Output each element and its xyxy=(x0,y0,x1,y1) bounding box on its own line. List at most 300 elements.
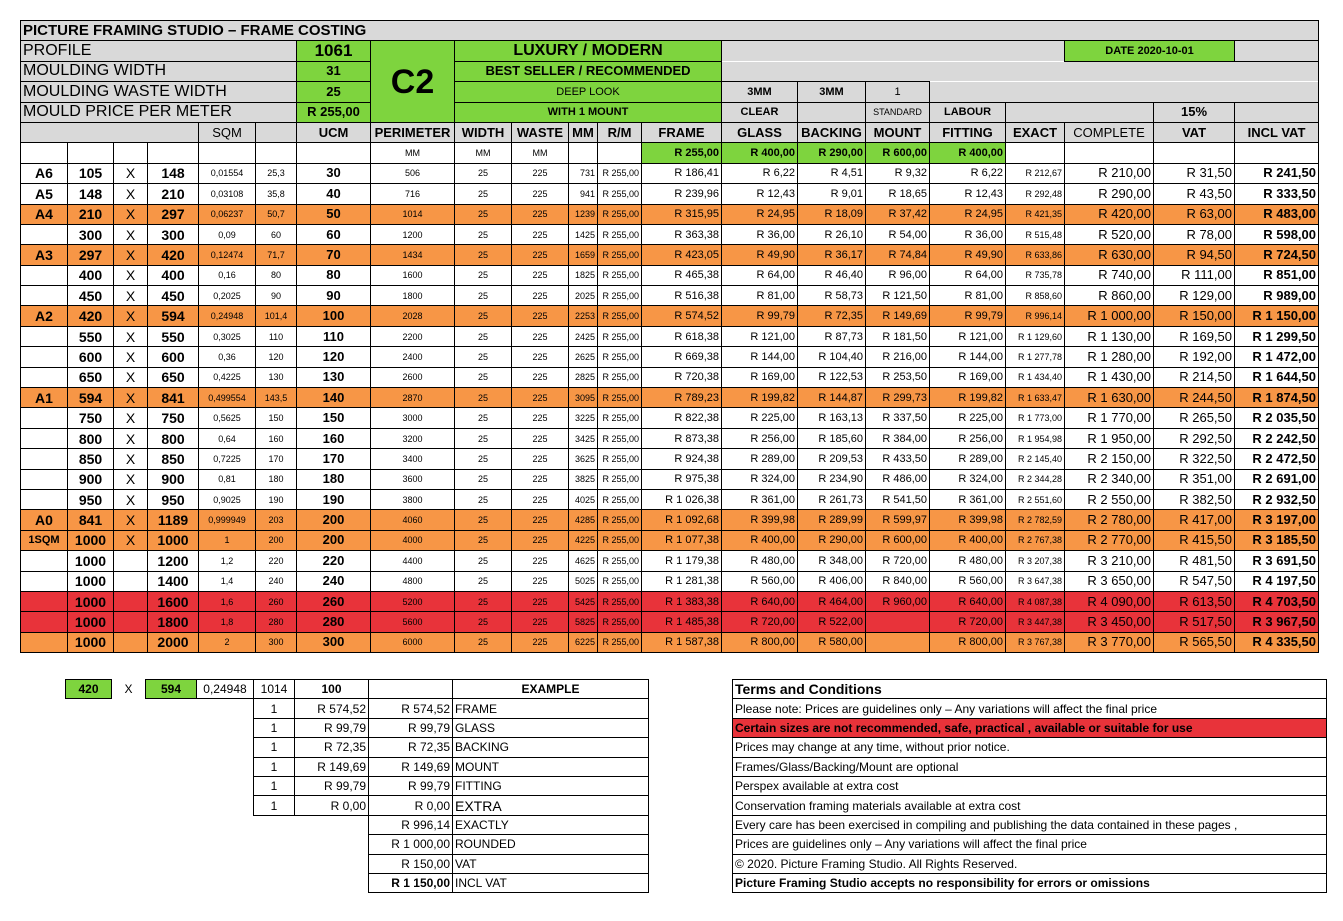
cell-ucm: 190 xyxy=(297,489,371,509)
cell-w: 600 xyxy=(68,347,114,367)
cell-vat: R 63,00 xyxy=(1154,204,1235,224)
cell-frame: R 975,38 xyxy=(642,469,722,489)
cell-frame: R 720,38 xyxy=(642,367,722,387)
cell-s: A6 xyxy=(21,163,68,183)
cell-back: R 289,99 xyxy=(798,510,866,530)
cell-frame: R 1 092,68 xyxy=(642,510,722,530)
cell-sqm: 1 xyxy=(199,530,256,550)
cell-mm: 4625 xyxy=(569,551,598,571)
cell-was: 225 xyxy=(512,551,569,571)
cell-vat: R 417,00 xyxy=(1154,510,1235,530)
cell-was: 225 xyxy=(512,632,569,652)
cell-h: 1189 xyxy=(148,510,199,530)
cell-w: 300 xyxy=(68,224,114,244)
cell-incl: R 2 691,00 xyxy=(1235,469,1319,489)
cell-per: 1600 xyxy=(371,265,455,285)
example-total-label: INCL VAT xyxy=(453,873,649,892)
unit-backing: R 290,00 xyxy=(798,143,866,163)
cell-w: 1000 xyxy=(68,530,114,550)
cell-comp: R 290,00 xyxy=(1065,184,1154,204)
cell-frame: R 1 077,38 xyxy=(642,530,722,550)
cell-w: 841 xyxy=(68,510,114,530)
cell-s xyxy=(21,367,68,387)
table-row xyxy=(21,591,1319,611)
cell-mm: 5425 xyxy=(569,591,598,611)
cell-f: 220 xyxy=(256,551,297,571)
cell-frame: R 1 281,38 xyxy=(642,571,722,591)
cell-fit: R 800,00 xyxy=(930,632,1006,652)
example-total-label: VAT xyxy=(453,854,649,873)
waste-width-value[interactable]: 25 xyxy=(297,82,371,102)
cell-f: 200 xyxy=(256,530,297,550)
cell-f: 120 xyxy=(256,347,297,367)
cell-mount: R 599,97 xyxy=(866,510,930,530)
cell-per: 2600 xyxy=(371,367,455,387)
cell-x: X xyxy=(114,489,148,509)
cell-f: 80 xyxy=(256,265,297,285)
cell-back: R 144,87 xyxy=(798,388,866,408)
cell-incl: R 1 644,50 xyxy=(1235,367,1319,387)
cell-exact: R 735,78 xyxy=(1006,265,1065,285)
cell-sqm: 0,12474 xyxy=(199,245,256,265)
clear-label: CLEAR xyxy=(722,102,798,122)
profile-value[interactable]: 1061 xyxy=(297,41,371,61)
cell-comp: R 630,00 xyxy=(1065,245,1154,265)
cell-ucm: 80 xyxy=(297,265,371,285)
table-row xyxy=(21,428,1319,448)
cell-mount: R 600,00 xyxy=(866,530,930,550)
cell-frame: R 669,38 xyxy=(642,347,722,367)
cell-fit: R 6,22 xyxy=(930,163,1006,183)
cell-sqm: 0,5625 xyxy=(199,408,256,428)
cell-ucm: 120 xyxy=(297,347,371,367)
cell-x: X xyxy=(114,388,148,408)
cell-per: 2400 xyxy=(371,347,455,367)
cell-back: R 185,60 xyxy=(798,428,866,448)
cell-f: 180 xyxy=(256,469,297,489)
cell-was: 225 xyxy=(512,347,569,367)
cell-per: 4400 xyxy=(371,551,455,571)
cell-f: 260 xyxy=(256,591,297,611)
cell-s xyxy=(21,632,68,652)
cell-comp: R 1 770,00 xyxy=(1065,408,1154,428)
cell-fit: R 560,00 xyxy=(930,571,1006,591)
cell-was: 225 xyxy=(512,367,569,387)
cell-fit: R 640,00 xyxy=(930,591,1006,611)
col-width: WIDTH xyxy=(455,122,512,142)
example-label: GLASS xyxy=(453,718,649,737)
cell-w: 750 xyxy=(68,408,114,428)
cell-x: X xyxy=(114,265,148,285)
cell-rm: R 255,00 xyxy=(598,449,642,469)
cell-mount: R 541,50 xyxy=(866,489,930,509)
cell-incl: R 598,00 xyxy=(1235,224,1319,244)
cell-ucm: 220 xyxy=(297,551,371,571)
cell-f: 143,5 xyxy=(256,388,297,408)
example-qty[interactable]: 1 xyxy=(254,757,295,776)
cell-incl: R 4 703,50 xyxy=(1235,591,1319,611)
cell-w: 105 xyxy=(68,163,114,183)
unit-width: MM xyxy=(455,143,512,163)
cell-fit: R 49,90 xyxy=(930,245,1006,265)
cell-h: 300 xyxy=(148,224,199,244)
table-row xyxy=(21,489,1319,509)
cell-w: 148 xyxy=(68,184,114,204)
cell-exact: R 421,35 xyxy=(1006,204,1065,224)
cell-was: 225 xyxy=(512,388,569,408)
cell-frame: R 574,52 xyxy=(642,306,722,326)
cell-vat: R 292,50 xyxy=(1154,428,1235,448)
cell-rm: R 255,00 xyxy=(598,571,642,591)
example-qty[interactable]: 1 xyxy=(254,738,295,757)
cell-h: 750 xyxy=(148,408,199,428)
cell-rm: R 255,00 xyxy=(598,510,642,530)
frame-costing-table xyxy=(20,20,1319,653)
terms-item: Picture Framing Studio accepts no responsibility for errors or omissions xyxy=(733,873,1327,892)
glass-mm: 3MM xyxy=(722,82,798,102)
cell-mm: 3825 xyxy=(569,469,598,489)
cell-glass: R 24,95 xyxy=(722,204,798,224)
cell-exact: R 1 954,98 xyxy=(1006,428,1065,448)
example-width[interactable]: 420 xyxy=(66,680,112,699)
cell-was: 225 xyxy=(512,530,569,550)
cell-f: 101,4 xyxy=(256,306,297,326)
cell-was: 225 xyxy=(512,571,569,591)
cell-incl: R 3 967,50 xyxy=(1235,612,1319,632)
example-height[interactable]: 594 xyxy=(146,680,197,699)
table-row xyxy=(21,571,1319,591)
cell-wid: 25 xyxy=(455,428,512,448)
cell-rm: R 255,00 xyxy=(598,591,642,611)
table-row xyxy=(21,306,1319,326)
cell-h: 600 xyxy=(148,347,199,367)
cell-fit: R 64,00 xyxy=(930,265,1006,285)
cell-f: 300 xyxy=(256,632,297,652)
cell-s xyxy=(21,591,68,611)
example-amount: R 149,69 xyxy=(369,757,453,776)
example-qty[interactable]: 1 xyxy=(254,699,295,718)
cell-wid: 25 xyxy=(455,591,512,611)
cell-exact: R 1 277,78 xyxy=(1006,347,1065,367)
cell-frame: R 789,23 xyxy=(642,388,722,408)
cell-h: 400 xyxy=(148,265,199,285)
cell-s xyxy=(21,286,68,306)
cell-vat: R 322,50 xyxy=(1154,449,1235,469)
cell-h: 2000 xyxy=(148,632,199,652)
cell-h: 420 xyxy=(148,245,199,265)
cell-wid: 25 xyxy=(455,612,512,632)
cell-f: 160 xyxy=(256,428,297,448)
cell-incl: R 2 932,50 xyxy=(1235,489,1319,509)
example-total xyxy=(66,854,649,873)
cell-sqm: 0,9025 xyxy=(199,489,256,509)
cell-glass: R 169,00 xyxy=(722,367,798,387)
cell-x xyxy=(114,591,148,611)
cell-mm: 3095 xyxy=(569,388,598,408)
cell-per: 3600 xyxy=(371,469,455,489)
cell-rm: R 255,00 xyxy=(598,632,642,652)
cell-incl: R 4 335,50 xyxy=(1235,632,1319,652)
col-complete: COMPLETE xyxy=(1065,122,1154,142)
cell-mount: R 149,69 xyxy=(866,306,930,326)
cell-mount: R 486,00 xyxy=(866,469,930,489)
cell-mm: 731 xyxy=(569,163,598,183)
cell-fit: R 36,00 xyxy=(930,224,1006,244)
cell-was: 225 xyxy=(512,591,569,611)
cell-mm: 5025 xyxy=(569,571,598,591)
cell-was: 225 xyxy=(512,245,569,265)
cell-vat: R 613,50 xyxy=(1154,591,1235,611)
cell-ucm: 140 xyxy=(297,388,371,408)
cell-rm: R 255,00 xyxy=(598,367,642,387)
cell-comp: R 2 340,00 xyxy=(1065,469,1154,489)
cell-mm: 1239 xyxy=(569,204,598,224)
cell-rm: R 255,00 xyxy=(598,551,642,571)
cell-frame: R 315,95 xyxy=(642,204,722,224)
example-label: EXTRA xyxy=(453,796,649,815)
cell-h: 1800 xyxy=(148,612,199,632)
table-row xyxy=(21,367,1319,387)
cell-wid: 25 xyxy=(455,347,512,367)
cell-comp: R 1 630,00 xyxy=(1065,388,1154,408)
col-ucm: UCM xyxy=(297,122,371,142)
cell-comp: R 860,00 xyxy=(1065,286,1154,306)
example-line xyxy=(66,796,649,815)
cell-was: 225 xyxy=(512,306,569,326)
terms-item: © 2020. Picture Framing Studio. All Rights Reserved. xyxy=(733,854,1327,873)
cell-frame: R 423,05 xyxy=(642,245,722,265)
cell-f: 35,8 xyxy=(256,184,297,204)
cell-w: 210 xyxy=(68,204,114,224)
cell-f: 170 xyxy=(256,449,297,469)
cell-mm: 1659 xyxy=(569,245,598,265)
cell-comp: R 2 780,00 xyxy=(1065,510,1154,530)
cell-glass: R 289,00 xyxy=(722,449,798,469)
cell-mount: R 720,00 xyxy=(866,551,930,571)
cell-comp: R 2 150,00 xyxy=(1065,449,1154,469)
cell-incl: R 1 150,00 xyxy=(1235,306,1319,326)
cell-x: X xyxy=(114,326,148,346)
table-row xyxy=(21,326,1319,346)
cell-comp: R 1 280,00 xyxy=(1065,347,1154,367)
cell-rm: R 255,00 xyxy=(598,489,642,509)
cell-fit: R 144,00 xyxy=(930,347,1006,367)
cell-rm: R 255,00 xyxy=(598,265,642,285)
example-amount: R 574,52 xyxy=(369,699,453,718)
cell-vat: R 150,00 xyxy=(1154,306,1235,326)
example-perimeter: 1014 xyxy=(254,680,295,699)
cell-f: 240 xyxy=(256,571,297,591)
deep-look-label: DEEP LOOK xyxy=(455,82,722,102)
cell-frame: R 1 179,38 xyxy=(642,551,722,571)
cell-mm: 2425 xyxy=(569,326,598,346)
cell-x xyxy=(114,551,148,571)
cell-sqm: 0,06237 xyxy=(199,204,256,224)
example-amount: R 0,00 xyxy=(369,796,453,815)
cell-h: 950 xyxy=(148,489,199,509)
example-calculation xyxy=(65,679,649,893)
cell-h: 1400 xyxy=(148,571,199,591)
cell-per: 2200 xyxy=(371,326,455,346)
cell-sqm: 1,4 xyxy=(199,571,256,591)
cell-s xyxy=(21,612,68,632)
example-qty[interactable]: 1 xyxy=(254,718,295,737)
cell-exact: R 3 647,38 xyxy=(1006,571,1065,591)
cell-s xyxy=(21,408,68,428)
cell-comp: R 420,00 xyxy=(1065,204,1154,224)
cell-x xyxy=(114,612,148,632)
cell-sqm: 0,81 xyxy=(199,469,256,489)
cell-x: X xyxy=(114,428,148,448)
cell-mm: 2025 xyxy=(569,286,598,306)
cell-back: R 104,40 xyxy=(798,347,866,367)
cell-glass: R 12,43 xyxy=(722,184,798,204)
cell-wid: 25 xyxy=(455,306,512,326)
example-total xyxy=(66,815,649,834)
cell-sqm: 0,09 xyxy=(199,224,256,244)
cell-per: 1200 xyxy=(371,224,455,244)
cell-sqm: 1,2 xyxy=(199,551,256,571)
cell-ucm: 160 xyxy=(297,428,371,448)
cell-ucm: 150 xyxy=(297,408,371,428)
cell-s: A0 xyxy=(21,510,68,530)
cell-rm: R 255,00 xyxy=(598,612,642,632)
unit-glass: R 400,00 xyxy=(722,143,798,163)
cell-ucm: 90 xyxy=(297,286,371,306)
cell-mm: 941 xyxy=(569,184,598,204)
moulding-width-label: MOULDING WIDTH xyxy=(21,61,297,81)
cell-comp: R 2 550,00 xyxy=(1065,489,1154,509)
cell-sqm: 0,999949 xyxy=(199,510,256,530)
cell-per: 1434 xyxy=(371,245,455,265)
cell-rm: R 255,00 xyxy=(598,224,642,244)
cell-s xyxy=(21,265,68,285)
example-line xyxy=(66,776,649,795)
cell-rm: R 255,00 xyxy=(598,286,642,306)
cell-wid: 25 xyxy=(455,408,512,428)
example-qty[interactable]: 1 xyxy=(254,796,295,815)
cell-x: X xyxy=(114,408,148,428)
table-row xyxy=(21,224,1319,244)
cell-was: 225 xyxy=(512,449,569,469)
cell-mount: R 840,00 xyxy=(866,571,930,591)
cell-rm: R 255,00 xyxy=(598,408,642,428)
example-unit: R 72,35 xyxy=(295,738,369,757)
cell-per: 3000 xyxy=(371,408,455,428)
table-row xyxy=(21,469,1319,489)
cell-per: 4060 xyxy=(371,510,455,530)
cell-exact: R 1 633,47 xyxy=(1006,388,1065,408)
example-qty[interactable]: 1 xyxy=(254,776,295,795)
cell-comp: R 1 000,00 xyxy=(1065,306,1154,326)
cell-mm: 3225 xyxy=(569,408,598,428)
cell-f: 110 xyxy=(256,326,297,346)
cell-x: X xyxy=(114,245,148,265)
cell-vat: R 169,50 xyxy=(1154,326,1235,346)
cell-w: 900 xyxy=(68,469,114,489)
mount-note: WITH 1 MOUNT xyxy=(455,102,722,122)
vat-percent: 15% xyxy=(1154,102,1235,122)
cell-w: 450 xyxy=(68,286,114,306)
example-line xyxy=(66,699,649,718)
cell-x: X xyxy=(114,184,148,204)
cell-incl: R 3 197,00 xyxy=(1235,510,1319,530)
cell-h: 594 xyxy=(148,306,199,326)
terms-item: Frames/Glass/Backing/Mount are optional xyxy=(733,757,1327,776)
col-waste: WASTE xyxy=(512,122,569,142)
cell-s xyxy=(21,571,68,591)
example-total-amount: R 1 150,00 xyxy=(369,873,453,892)
cell-frame: R 1 026,38 xyxy=(642,489,722,509)
cell-frame: R 186,41 xyxy=(642,163,722,183)
cell-exact: R 1 129,60 xyxy=(1006,326,1065,346)
cell-wid: 25 xyxy=(455,449,512,469)
cell-sqm: 0,03108 xyxy=(199,184,256,204)
cell-s: A5 xyxy=(21,184,68,204)
cell-rm: R 255,00 xyxy=(598,326,642,346)
terms-table xyxy=(732,679,1327,893)
cell-comp: R 3 770,00 xyxy=(1065,632,1154,652)
cell-ucm: 130 xyxy=(297,367,371,387)
cell-vat: R 565,50 xyxy=(1154,632,1235,652)
cell-mount: R 299,73 xyxy=(866,388,930,408)
cell-back: R 522,00 xyxy=(798,612,866,632)
cell-mm: 5825 xyxy=(569,612,598,632)
col-glass: GLASS xyxy=(722,122,798,142)
cell-per: 5600 xyxy=(371,612,455,632)
cell-sqm: 0,36 xyxy=(199,347,256,367)
cell-back: R 58,73 xyxy=(798,286,866,306)
cell-vat: R 244,50 xyxy=(1154,388,1235,408)
cell-mount: R 9,32 xyxy=(866,163,930,183)
cell-back: R 261,73 xyxy=(798,489,866,509)
example-label: FRAME xyxy=(453,699,649,718)
example-total xyxy=(66,873,649,892)
cell-exact: R 2 551,60 xyxy=(1006,489,1065,509)
example-total-label: ROUNDED xyxy=(453,835,649,854)
costing-sheet xyxy=(20,20,1319,653)
cell-h: 1600 xyxy=(148,591,199,611)
example-amount: R 99,79 xyxy=(369,718,453,737)
cell-h: 148 xyxy=(148,163,199,183)
example-line xyxy=(66,757,649,776)
cell-ucm: 300 xyxy=(297,632,371,652)
cell-back: R 122,53 xyxy=(798,367,866,387)
cell-rm: R 255,00 xyxy=(598,530,642,550)
cell-mount: R 384,00 xyxy=(866,428,930,448)
cell-exact: R 2 344,28 xyxy=(1006,469,1065,489)
cell-fit: R 324,00 xyxy=(930,469,1006,489)
cell-incl: R 989,00 xyxy=(1235,286,1319,306)
cell-exact: R 212,67 xyxy=(1006,163,1065,183)
price-per-meter-label: MOULD PRICE PER METER xyxy=(21,102,297,122)
cell-f: 60 xyxy=(256,224,297,244)
price-per-meter-value[interactable]: R 255,00 xyxy=(297,102,371,122)
cell-mm: 1425 xyxy=(569,224,598,244)
cell-s xyxy=(21,326,68,346)
cell-frame: R 822,38 xyxy=(642,408,722,428)
cell-was: 225 xyxy=(512,408,569,428)
cell-back: R 348,00 xyxy=(798,551,866,571)
cell-mount: R 54,00 xyxy=(866,224,930,244)
cell-per: 2028 xyxy=(371,306,455,326)
cell-glass: R 399,98 xyxy=(722,510,798,530)
cell-fit: R 400,00 xyxy=(930,530,1006,550)
cell-rm: R 255,00 xyxy=(598,306,642,326)
cell-back: R 464,00 xyxy=(798,591,866,611)
cell-glass: R 480,00 xyxy=(722,551,798,571)
moulding-width-value[interactable]: 31 xyxy=(297,61,371,81)
